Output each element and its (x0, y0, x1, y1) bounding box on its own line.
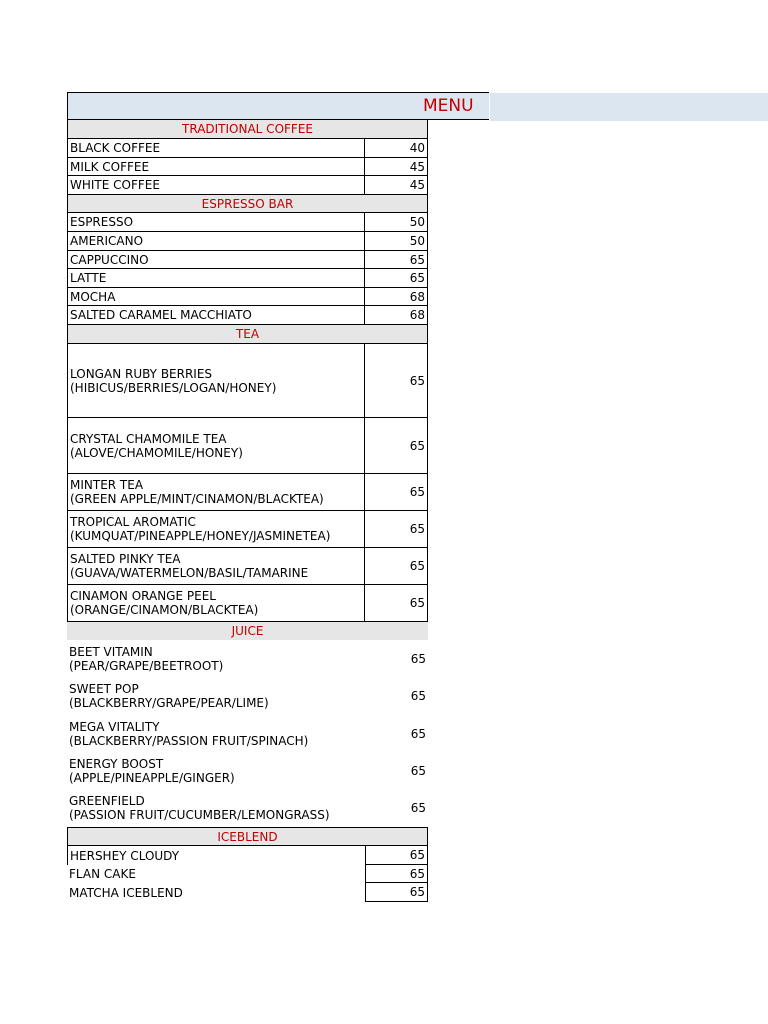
menu-row (67, 288, 428, 306)
item-price: 45 (364, 158, 427, 175)
menu-row (67, 251, 428, 269)
item-price: 65 (364, 418, 427, 473)
item-detail: (BLACKBERRY/PASSION FRUIT/SPINACH) (69, 733, 309, 748)
item-price: 40 (364, 139, 427, 157)
item-name: BEET VITAMIN (69, 644, 153, 659)
item-name: LONGAN RUBY BERRIES (70, 366, 213, 381)
item-price: 68 (364, 306, 427, 324)
item-name: ENERGY BOOST (69, 756, 164, 771)
item-name: SALTED PINKY TEA (70, 552, 181, 566)
item-name: SALTED CARAMEL MACCHIATO (70, 308, 252, 322)
item-price: 68 (364, 288, 427, 305)
item-detail: (PASSION FRUIT/CUCUMBER/LEMONGRASS) (69, 808, 330, 822)
item-price: 65 (364, 344, 427, 417)
item-name: ESPRESSO (70, 215, 134, 229)
item-name: MOCHA (70, 289, 116, 304)
item-detail: (KUMQUAT/PINEAPPLE/HONEY/JASMINETEA) (70, 529, 331, 543)
item-name: FLAN CAKE (69, 867, 136, 881)
section-header-espresso-bar: ESPRESSO BAR (67, 195, 428, 213)
item-name: MINTER TEA (70, 478, 144, 492)
menu-row (67, 846, 428, 865)
item-name: CAPPUCCINO (70, 252, 149, 267)
menu-row (67, 715, 428, 752)
item-name: MILK COFFEE (70, 159, 150, 174)
item-detail: (HIBICUS/BERRIES/LOGAN/HONEY) (70, 380, 277, 395)
menu-row (67, 418, 428, 474)
item-price: 65 (364, 548, 427, 584)
menu-row (67, 548, 428, 585)
item-name: MATCHA ICEBLEND (69, 885, 183, 900)
item-price: 65 (364, 474, 427, 510)
menu-row (67, 752, 428, 789)
item-name: AMERICANO (70, 234, 144, 248)
item-price: 65 (364, 251, 427, 268)
menu-row (67, 677, 428, 715)
item-name: HERSHEY CLOUDY (70, 848, 180, 863)
item-price: 65 (365, 865, 428, 883)
menu-row (67, 344, 428, 418)
item-price: 65 (410, 726, 426, 741)
menu-row (67, 585, 428, 622)
item-name: CINAMON ORANGE PEEL (70, 589, 216, 603)
item-price: 65 (410, 801, 426, 815)
item-name: BLACK COFFEE (70, 141, 161, 155)
item-name: WHITE COFFEE (70, 178, 160, 192)
menu-row (67, 789, 428, 827)
item-detail: (ALOVE/CHAMOMILE/HONEY) (70, 445, 243, 460)
item-detail: (BLACKBERRY/GRAPE/PEAR/LIME) (69, 696, 269, 710)
item-detail: (ORANGE/CINAMON/BLACKTEA) (70, 603, 259, 617)
section-header-iceblend: ICEBLEND (67, 827, 428, 846)
item-name: GREENFIELD (69, 794, 145, 808)
item-price: 65 (364, 585, 427, 621)
item-detail: (PEAR/GRAPE/BEETROOT) (69, 658, 224, 673)
section-header-traditional-coffee: TRADITIONAL COFFEE (67, 120, 428, 139)
item-price: 65 (364, 269, 427, 287)
menu-row (67, 883, 428, 902)
item-detail: (GREEN APPLE/MINT/CINAMON/BLACKTEA) (70, 492, 324, 506)
section-header-juice: JUICE (67, 622, 428, 640)
item-name: MEGA VITALITY (69, 719, 160, 734)
menu-row (67, 139, 428, 158)
page-title: MENU (423, 96, 474, 116)
menu-row (67, 511, 428, 548)
title-band-fill (490, 93, 768, 121)
menu-row (67, 158, 428, 176)
item-price: 50 (364, 213, 427, 231)
item-price: 65 (410, 763, 426, 778)
menu-row (67, 865, 428, 883)
item-detail: (APPLE/PINEAPPLE/GINGER) (69, 770, 235, 785)
item-name: CRYSTAL CHAMOMILE TEA (70, 431, 227, 446)
menu-sheet (67, 120, 428, 902)
item-price: 65 (410, 689, 426, 703)
item-price: 65 (364, 511, 427, 547)
item-name: LATTE (70, 271, 107, 285)
item-detail: (GUAVA/WATERMELON/BASIL/TAMARINE (70, 566, 309, 580)
menu-row (67, 474, 428, 511)
menu-row (67, 269, 428, 288)
item-price: 50 (364, 232, 427, 250)
menu-row (67, 306, 428, 325)
item-price: 65 (365, 883, 428, 902)
menu-row (67, 176, 428, 195)
item-price: 65 (410, 651, 426, 666)
item-price: 65 (365, 846, 428, 865)
menu-row (67, 640, 428, 677)
item-name: TROPICAL AROMATIC (70, 515, 196, 529)
section-header-tea: TEA (67, 325, 428, 344)
item-price: 45 (364, 176, 427, 194)
item-name: SWEET POP (69, 682, 139, 696)
menu-row (67, 232, 428, 251)
menu-row (67, 213, 428, 232)
